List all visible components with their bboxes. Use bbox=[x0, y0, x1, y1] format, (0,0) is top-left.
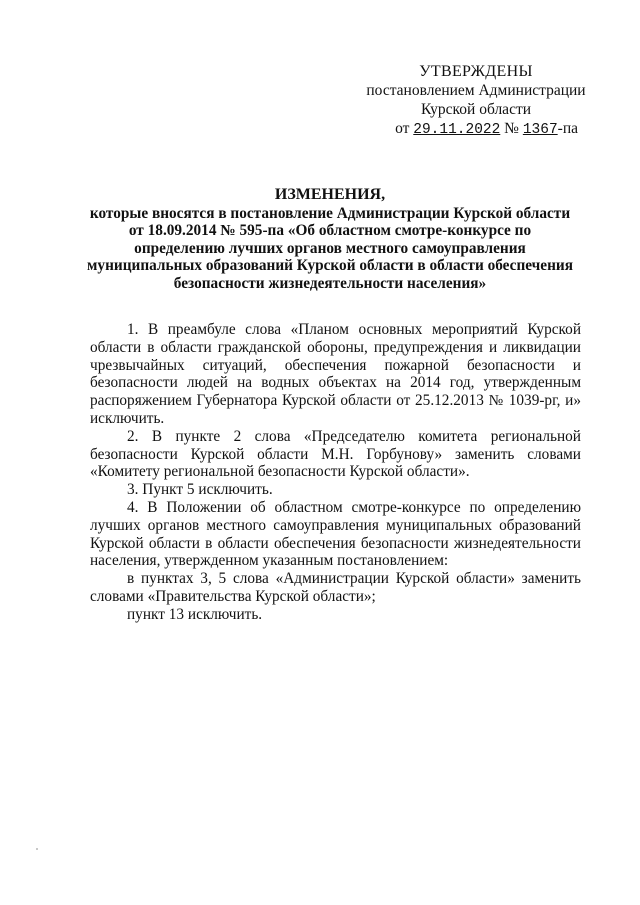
approval-number-sign: № bbox=[504, 120, 519, 137]
title-line: от 18.09.2014 № 595-па «Об областном смотре-конкурсе по bbox=[128, 222, 532, 240]
title-main: ИЗМЕНЕНИЯ, bbox=[274, 186, 386, 203]
paragraph-6: пункт 13 исключить. bbox=[127, 605, 263, 623]
document-body bbox=[90, 321, 581, 624]
approval-suffix: -па bbox=[557, 120, 578, 137]
paragraph-3: 3. Пункт 5 исключить. bbox=[127, 481, 273, 499]
title-line: которые вносятся в постановление Администрации Курской области bbox=[89, 204, 571, 222]
title-line: безопасности жизнедеятельности населения» bbox=[173, 274, 487, 292]
approval-prefix: от bbox=[395, 120, 410, 137]
approval-date: 29.11.2022 bbox=[413, 122, 501, 138]
paragraph-5: в пунктах 3, 5 слова «Администрации Курской области» заменить словами «Правительства Курской области»; bbox=[90, 570, 581, 605]
paragraph-4: 4. В Положении об областном смотре-конкурсе по определению лучших органов местного самоуправления муниципальных образований Курской области в области обеспечения безопасности жизнедеятельности населения, утвержденном указанным постановлением: bbox=[90, 498, 581, 570]
title-line: муниципальных образований Курской области в области обеспечения bbox=[87, 257, 573, 275]
approval-reference bbox=[356, 119, 596, 140]
scan-speck bbox=[36, 848, 38, 850]
approval-block bbox=[356, 62, 596, 140]
approval-line-2: Курской области bbox=[420, 101, 532, 118]
approval-label: УТВЕРЖДЕНЫ bbox=[419, 63, 533, 80]
title-line: определению лучших органов местного самоуправления bbox=[134, 239, 526, 257]
document-title bbox=[80, 186, 580, 293]
approval-line-1: постановлением Администрации bbox=[366, 82, 586, 99]
paragraph-2: 2. В пункте 2 слова «Председателю комитета региональной безопасности Курской области М.Н. Горбунову» заменить словами «Комитету региональной безопасности Курской области». bbox=[90, 427, 581, 481]
approval-number: 1367 bbox=[522, 122, 558, 138]
paragraph-1: 1. В преамбуле слова «Планом основных мероприятий Курской области в области гражданской обороны, предупреждения и ликвидации чрезвычайных ситуаций, обеспечения пожарной безопасности и безопасности людей на водных объектах на 2014 год, утвержденным распоряжением Губернатора Курской области от 25.12.2013 № 1039-рг, и» исключить. bbox=[90, 321, 581, 427]
